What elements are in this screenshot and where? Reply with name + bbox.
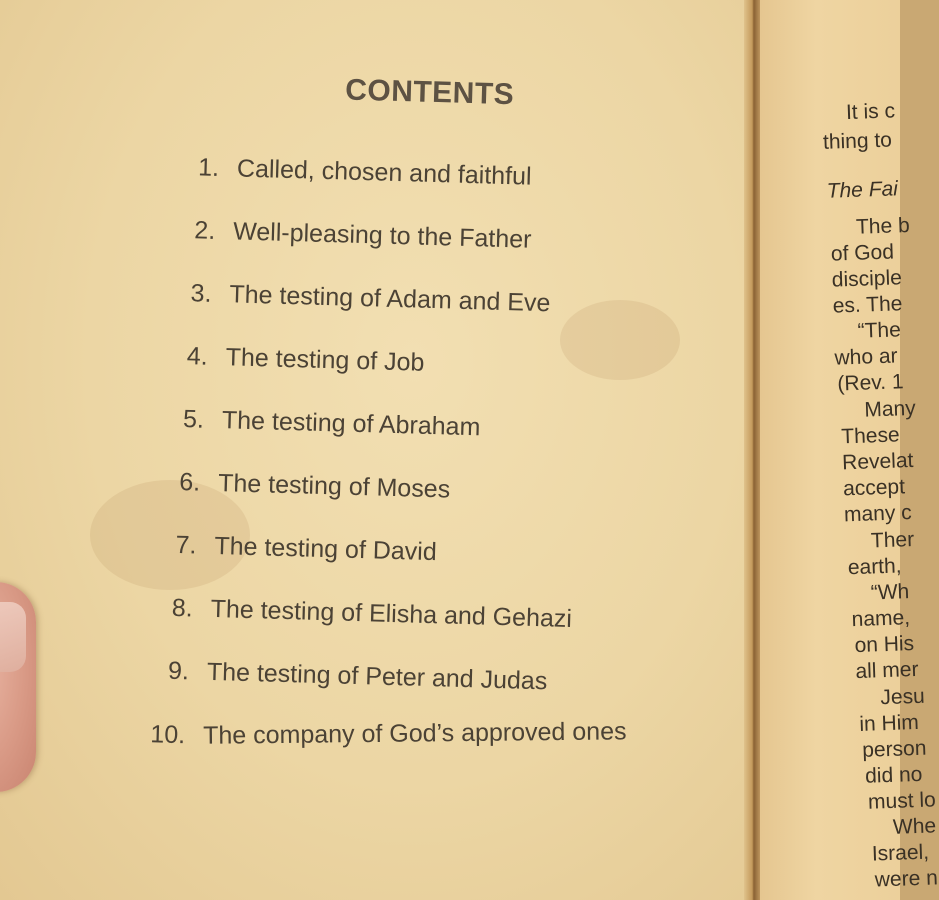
- toc-entry: [179, 153, 532, 192]
- toc-entry-title: The testing of Moses: [217, 469, 451, 504]
- toc-entry-number: 1.: [197, 153, 220, 182]
- text-line: of God: [830, 240, 895, 266]
- toc-entry-title: The testing of David: [214, 531, 438, 567]
- thumb: [0, 582, 36, 792]
- text-line: These: [840, 423, 901, 449]
- toc-entry-number: 2.: [194, 216, 216, 245]
- thumbnail-highlight: [0, 602, 26, 672]
- text-line: disciple: [831, 266, 903, 292]
- toc-entry: [167, 342, 424, 378]
- toc-entry-number: 8.: [171, 593, 194, 623]
- text-line: all mer: [855, 657, 919, 684]
- toc-entry-number: 3.: [190, 279, 212, 308]
- text-line: “The: [857, 318, 902, 343]
- toc-entry-number: 9.: [167, 656, 190, 686]
- section-heading: The Fai: [826, 177, 899, 203]
- toc-entry-title: The testing of Elisha and Gehazi: [210, 594, 573, 633]
- paper-stain: [560, 300, 680, 380]
- toc-entry-number: 10.: [150, 720, 186, 750]
- toc-entry-title: The testing of Abraham: [221, 406, 481, 442]
- text-line: It is c: [845, 99, 896, 125]
- toc-entry-number: 6.: [178, 467, 201, 497]
- toc-entry: [164, 405, 481, 443]
- toc-entry: [149, 656, 548, 696]
- toc-entry-number: 4.: [186, 342, 209, 371]
- text-line: Many: [863, 396, 917, 422]
- toc-entry-number: 7.: [175, 530, 197, 560]
- text-line: Whe: [892, 814, 937, 839]
- text-line: Revelat: [841, 448, 914, 475]
- text-line: accept: [842, 475, 906, 501]
- toc-entry: [152, 593, 572, 634]
- toc-entry-title: Well-pleasing to the Father: [232, 217, 532, 254]
- toc-entry-title: The testing of Job: [225, 343, 425, 377]
- text-line: es. The: [832, 292, 903, 318]
- toc-entry: [171, 279, 551, 319]
- toc-entry-title: The testing of Adam and Eve: [229, 280, 551, 318]
- text-line: name,: [851, 606, 911, 632]
- text-line: who ar: [834, 344, 898, 370]
- toc-entry: [145, 717, 627, 762]
- text-line: Israel,: [871, 840, 930, 866]
- text-line: on His: [854, 632, 915, 658]
- text-line: were n: [874, 866, 939, 892]
- text-line: thing to: [822, 128, 893, 154]
- text-line: must lo: [867, 788, 937, 814]
- table-of-contents: [150, 60, 750, 750]
- contents-heading: CONTENTS: [344, 73, 515, 112]
- right-page-text: [760, 0, 939, 899]
- text-line: The b: [855, 213, 911, 239]
- text-line: Jesu: [880, 684, 926, 710]
- right-page: [760, 0, 939, 900]
- text-line: in Him: [858, 710, 920, 736]
- toc-entry-title: Called, chosen and faithful: [236, 154, 532, 191]
- text-line: many c: [843, 501, 913, 527]
- text-line: did no: [864, 762, 923, 788]
- text-line: earth,: [847, 554, 902, 580]
- toc-entry: [175, 216, 532, 255]
- toc-entry-title: The company of God’s approved ones: [202, 717, 627, 750]
- text-line: “Wh: [870, 580, 910, 605]
- toc-entry-title: The testing of Peter and Judas: [206, 657, 548, 696]
- toc-entry-number: 5.: [182, 405, 205, 434]
- text-line: person: [861, 736, 927, 762]
- text-line: (Rev. 1: [837, 370, 904, 396]
- text-line: Ther: [870, 527, 915, 553]
